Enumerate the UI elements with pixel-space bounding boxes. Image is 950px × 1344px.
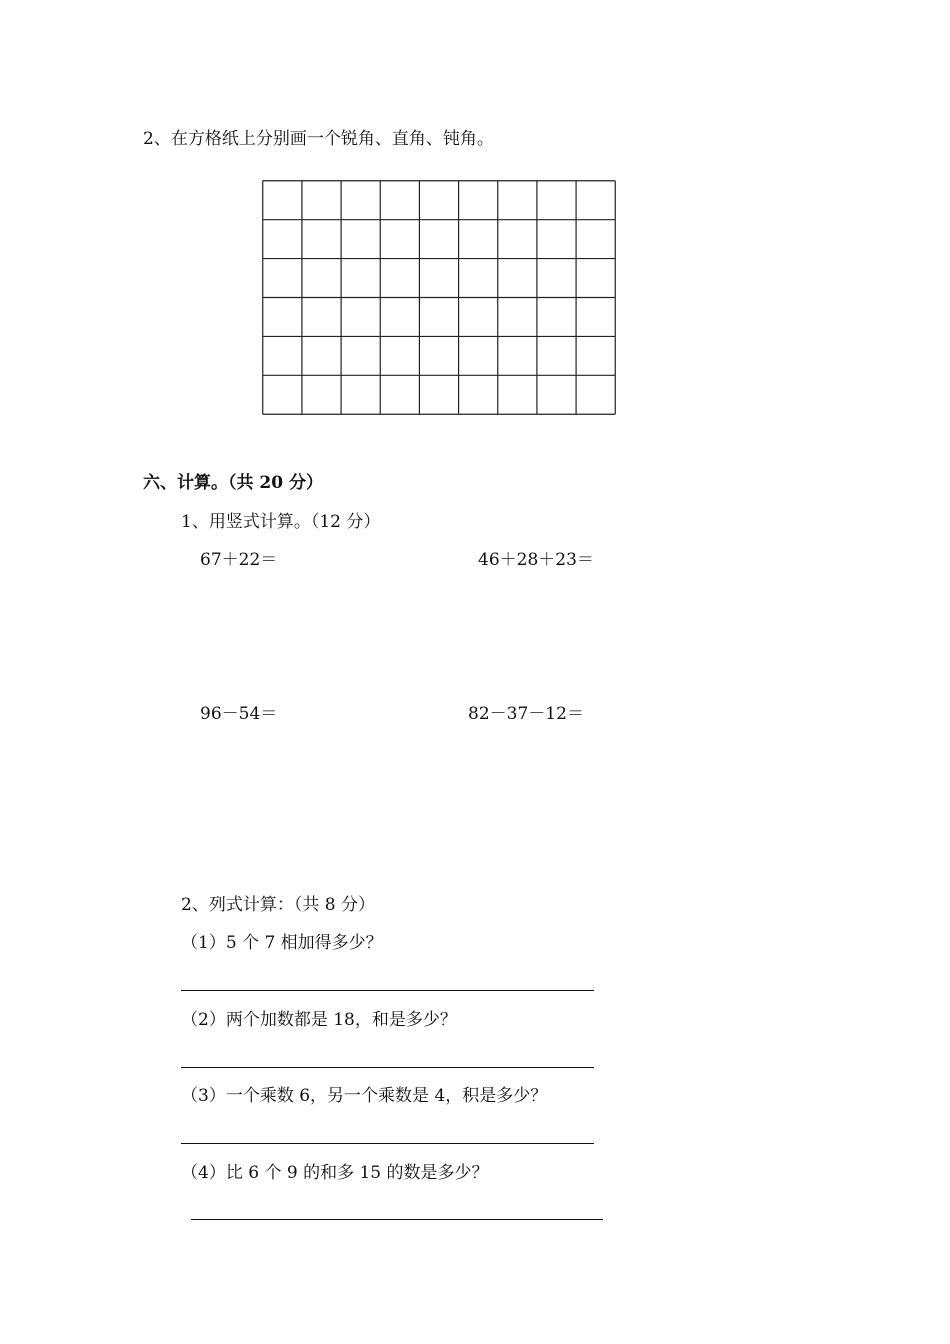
q2-prompt: 2、在方格纸上分别画一个锐角、直角、钝角。 [143, 129, 494, 149]
question-4: （4）比 6 个 9 的和多 15 的数是多少？ [181, 1163, 489, 1183]
question-1: （1）5 个 7 相加得多少？ [181, 933, 383, 953]
answer-line-2[interactable] [181, 1067, 594, 1068]
part2-title: 2、列式计算：（共 8 分） [181, 895, 375, 915]
answer-line-4[interactable] [191, 1219, 603, 1220]
answer-line-1[interactable] [181, 990, 594, 991]
question-3: （3）一个乘数 6，另一个乘数是 4，积是多少？ [181, 1086, 548, 1106]
exercise-4: 82－37－12＝ [468, 704, 584, 724]
exercise-2: 46＋28＋23＝ [478, 550, 594, 570]
section-6-heading: 六、计算。（共 20 分） [143, 473, 323, 493]
question-2: （2）两个加数都是 18，和是多少？ [181, 1010, 457, 1030]
part1-title: 1、用竖式计算。（12 分） [181, 512, 381, 532]
answer-line-3[interactable] [181, 1143, 594, 1144]
exercise-3: 96－54＝ [200, 704, 278, 724]
exercise-1: 67＋22＝ [200, 550, 278, 570]
square-grid-paper [262, 180, 616, 415]
